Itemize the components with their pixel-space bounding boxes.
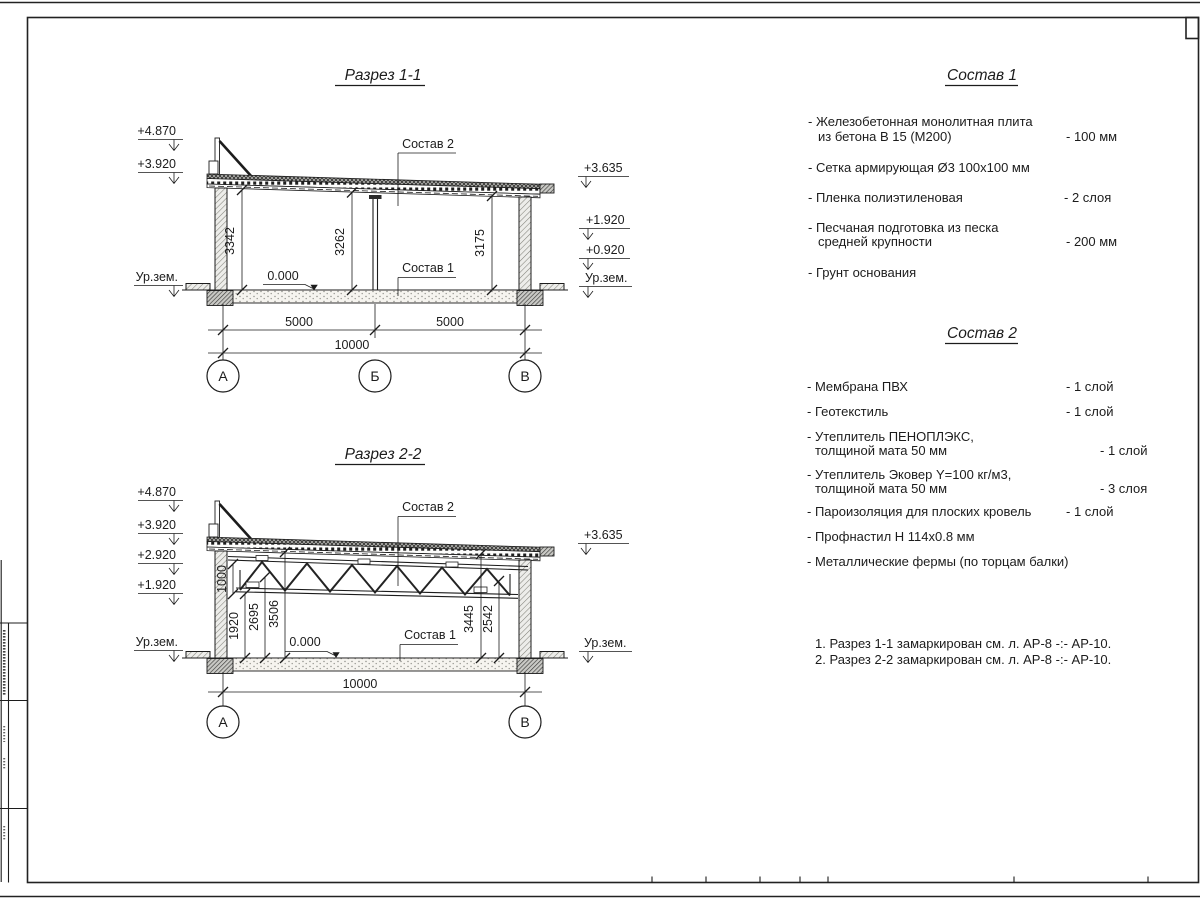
notes bbox=[815, 636, 1111, 667]
dim-value: 3175 bbox=[473, 229, 487, 257]
truss-gusset bbox=[446, 562, 458, 567]
list-item-value: - 3 слоя bbox=[1100, 481, 1148, 496]
composition1-title: Состав 1 bbox=[947, 67, 1017, 84]
eave-cap bbox=[540, 184, 554, 193]
list-item-value: - 1 слой bbox=[1100, 443, 1148, 458]
section2-title: Разрез 2-2 bbox=[344, 446, 422, 463]
list-item: - Песчаная подготовка из песка bbox=[808, 220, 999, 235]
composition-2 bbox=[807, 325, 1148, 569]
parapet-box bbox=[209, 161, 218, 174]
inner-border bbox=[28, 18, 1199, 883]
dim-value: 3506 bbox=[267, 600, 281, 628]
dim-value: 1920 bbox=[227, 612, 241, 640]
leader-floor-label: Состав 1 bbox=[404, 628, 456, 642]
dim-value: 10000 bbox=[342, 677, 378, 691]
axis-letter: В bbox=[520, 714, 530, 730]
truss-gusset bbox=[358, 559, 370, 564]
floor-slab bbox=[212, 658, 538, 671]
parapet-flashing bbox=[220, 504, 253, 540]
column-capital bbox=[369, 195, 382, 199]
ground-tab-right bbox=[540, 284, 564, 291]
section1-bottom-dims bbox=[207, 304, 542, 392]
list-item: - Грунт основания bbox=[808, 265, 917, 280]
leader-roof-label: Состав 2 bbox=[402, 137, 454, 151]
leader-roof-label: Состав 2 bbox=[402, 500, 454, 514]
corner-format-box bbox=[1186, 18, 1199, 39]
section2-levels-left bbox=[134, 485, 183, 662]
level-mark-label: +2.920 bbox=[137, 548, 176, 562]
list-item-value: - 200 мм bbox=[1066, 234, 1118, 249]
leader-floor-label: Состав 1 bbox=[402, 261, 454, 275]
section1-zero-level bbox=[263, 269, 318, 291]
truss-gusset bbox=[256, 556, 268, 561]
list-item: - Утеплитель ПЕНОПЛЭКС, bbox=[807, 429, 974, 444]
dim-value: 1000 bbox=[215, 565, 229, 593]
ground-tab-right bbox=[540, 652, 564, 659]
list-item-cont: из бетона В 15 (М200) bbox=[818, 129, 952, 144]
level-mark-label: Ур.зем. bbox=[584, 636, 627, 650]
list-item-value: - 1 слой bbox=[1066, 379, 1114, 394]
level-mark-label: +4.870 bbox=[137, 124, 176, 138]
dim-value: 3262 bbox=[333, 228, 347, 256]
section2-zero-level bbox=[285, 635, 340, 658]
level-mark-label: Ур.зем. bbox=[135, 270, 178, 284]
axis-letter: Б bbox=[370, 368, 380, 384]
floor-slab bbox=[212, 290, 538, 303]
witness-lines bbox=[223, 304, 525, 360]
list-item-value: - 100 мм bbox=[1066, 129, 1118, 144]
level-mark-label: Ур.зем. bbox=[585, 271, 628, 285]
dim-value: 3445 bbox=[462, 605, 476, 633]
list-item: - Геотекстиль bbox=[807, 404, 889, 419]
list-item: - Железобетонная монолитная плита bbox=[808, 114, 1033, 129]
list-item-cont: средней крупности bbox=[818, 234, 932, 249]
parapet-box bbox=[209, 524, 218, 537]
section1-interior-dims bbox=[223, 185, 497, 295]
level-mark-shelves bbox=[578, 177, 632, 287]
axis-letter: А bbox=[218, 714, 228, 730]
level-mark-label: +3.920 bbox=[137, 518, 176, 532]
list-item: - Пленка полиэтиленовая bbox=[808, 190, 963, 205]
axis-letter: А bbox=[218, 368, 228, 384]
level-mark-label: +0.920 bbox=[586, 243, 625, 257]
section-2-2 bbox=[134, 446, 632, 738]
note-line: 2. Разрез 2-2 замаркирован см. л. АР-8 -:- АР-10. bbox=[815, 652, 1112, 667]
section1-levels-right bbox=[578, 161, 632, 298]
list-item-value: - 2 слоя bbox=[1064, 190, 1112, 205]
eave-cap bbox=[540, 547, 554, 556]
roof-truss bbox=[228, 556, 528, 599]
composition2-title: Состав 2 bbox=[947, 325, 1017, 342]
list-item-value: - 1 слой bbox=[1066, 404, 1114, 419]
composition-1 bbox=[808, 67, 1117, 280]
truss-gusset bbox=[474, 587, 487, 593]
titleblock-ticks bbox=[652, 877, 1148, 883]
section2-bottom-dims bbox=[207, 672, 542, 738]
axis-letter: В bbox=[520, 368, 530, 384]
level-mark-label: +4.870 bbox=[137, 485, 176, 499]
list-item: - Металлические фермы (по торцам балки) bbox=[807, 554, 1069, 569]
section1-title: Разрез 1-1 bbox=[344, 67, 422, 84]
list-item: - Пароизоляция для плоских кровель bbox=[807, 504, 1032, 519]
footing-right bbox=[517, 659, 543, 674]
section1-leaders bbox=[398, 137, 456, 296]
section2-building bbox=[182, 501, 568, 674]
section1-levels-left bbox=[134, 124, 183, 297]
list-item-value: - 1 слой bbox=[1066, 504, 1114, 519]
zero-level-label: 0.000 bbox=[267, 269, 299, 283]
list-item-cont: толщиной мата 50 мм bbox=[815, 481, 948, 496]
dim-value: 2542 bbox=[481, 605, 495, 633]
list-item: - Мембрана ПВХ bbox=[807, 379, 908, 394]
parapet-flashing bbox=[220, 141, 253, 177]
wall-right bbox=[519, 560, 531, 658]
ground-tab-left bbox=[186, 652, 210, 659]
zero-level-label: 0.000 bbox=[289, 635, 321, 649]
footing-left bbox=[207, 659, 233, 674]
truss-gusset bbox=[246, 582, 259, 588]
list-item: - Сетка армирующая Ø3 100х100 мм bbox=[808, 160, 1030, 175]
column-B bbox=[373, 197, 378, 291]
footing-right bbox=[517, 291, 543, 306]
list-item: - Профнастил Н 114х0.8 мм bbox=[807, 529, 975, 544]
wall-right bbox=[519, 197, 531, 290]
dim-value: 3342 bbox=[223, 227, 237, 255]
list-item: - Утеплитель Эковер Y=100 кг/м3, bbox=[807, 467, 1012, 482]
note-line: 1. Разрез 1-1 замаркирован см. л. АР-8 -:- АР-10. bbox=[815, 636, 1112, 651]
dim-value: 5000 bbox=[285, 315, 313, 329]
truss-diagonals bbox=[240, 562, 510, 596]
sheet-frame bbox=[0, 3, 1200, 897]
level-mark-label: +1.920 bbox=[586, 213, 625, 227]
level-mark-label: Ур.зем. bbox=[135, 635, 178, 649]
section2-levels-right bbox=[578, 528, 632, 663]
level-mark-label: +1.920 bbox=[137, 578, 176, 592]
dim-value: 5000 bbox=[436, 315, 464, 329]
ground-tab-left bbox=[186, 284, 210, 291]
footing-left bbox=[207, 291, 233, 306]
section2-leaders bbox=[398, 500, 458, 661]
level-mark-label: +3.635 bbox=[584, 528, 623, 542]
section1-building bbox=[182, 138, 568, 306]
section-1-1 bbox=[134, 67, 632, 392]
left-stamp-strip bbox=[0, 560, 28, 883]
level-mark-label: +3.635 bbox=[584, 161, 623, 175]
level-mark-label: +3.920 bbox=[137, 157, 176, 171]
dim-value: 10000 bbox=[334, 338, 370, 352]
dim-value: 2695 bbox=[247, 603, 261, 631]
list-item-cont: толщиной мата 50 мм bbox=[815, 443, 948, 458]
